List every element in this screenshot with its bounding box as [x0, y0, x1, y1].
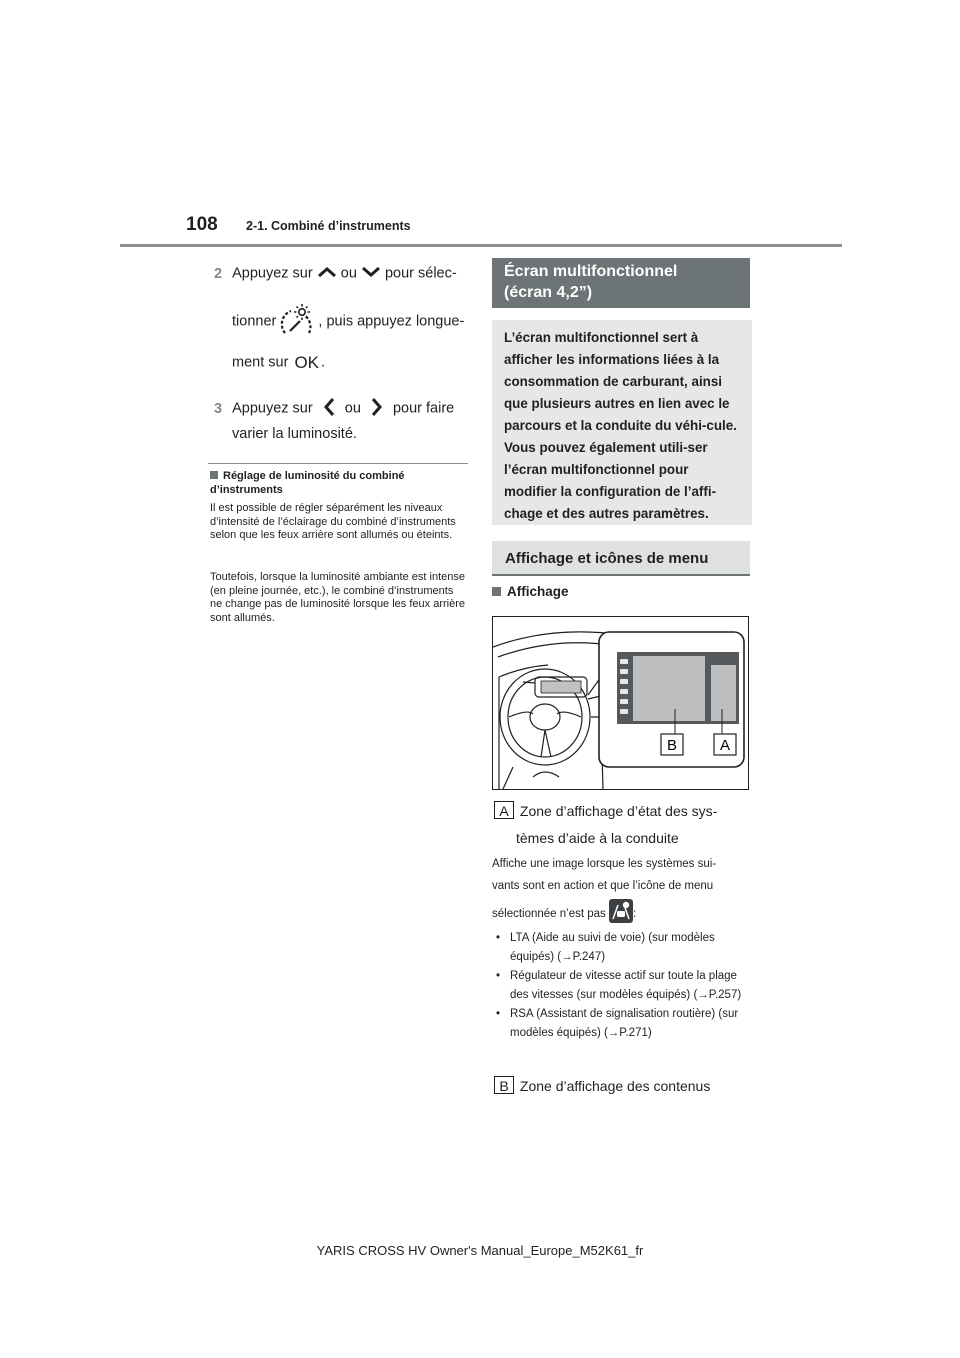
- chevron-right-icon: [371, 397, 383, 421]
- list-item: • LTA (Aide au suivi de voie) (sur modèles équipés) (→P.247): [492, 929, 754, 967]
- zone-a-desc-2: vants sont en action et que l’icône de menu: [492, 880, 714, 892]
- list-item: • RSA (Assistant de signalisation routière) (sur modèles équipés) (→P.271): [492, 1005, 754, 1043]
- step-3-number: 3: [214, 400, 223, 417]
- header-divider: [120, 244, 842, 247]
- zone-a-system-list: [492, 929, 754, 1043]
- zone-a-desc-3: sélectionnée n’est pas :: [492, 899, 754, 929]
- footer-manual-id: YARIS CROSS HV Owner's Manual_Europe_M52K61_fr: [316, 1243, 644, 1258]
- page-number: 108: [186, 214, 218, 235]
- note-divider: [208, 463, 468, 464]
- zone-b-badge: B: [494, 1076, 514, 1094]
- zone-a-desc-1: Affiche une image lorsque les systèmes sui-: [492, 858, 717, 870]
- instrument-brightness-icon: [280, 303, 314, 341]
- chevron-left-icon: [323, 397, 335, 421]
- section-summary: L’écran multifonctionnel sert à afficher les informations liées à la consommation de carburant, ainsi que plusieurs autres en lien avec le parcours et la conduite du véhi-cule. Vous pouvez également utili-ser l’écran multifonctionnel pour modifier la configuration de l’affi-chage et des autres paramètres.: [492, 320, 752, 525]
- chapter-title: 2-1. Combiné d’instruments: [246, 219, 411, 233]
- chevron-up-icon: [317, 266, 337, 282]
- list-item: • Régulateur de vitesse actif sur toute la plage des vitesses (sur modèles équipés) (→P.257): [492, 967, 754, 1005]
- chevron-down-icon: [361, 266, 381, 282]
- step-2-line-1: 2 Appuyez sur ou pour sélec-: [214, 265, 457, 282]
- square-bullet-icon: [492, 587, 501, 596]
- zone-a-title: A Zone d’affichage d’état des sys-: [494, 801, 717, 819]
- note-paragraph-2: Toutefois, lorsque la luminosité ambiante est intense (en pleine journée, etc.), le combiné d’instruments ne change pas de luminosité lorsque les feux arrière sont allumés.: [210, 571, 465, 624]
- step-3-line-1: 3 Appuyez sur ou pour faire: [214, 397, 454, 421]
- driving-assist-menu-icon: [609, 899, 633, 929]
- section-title: Écran multifonctionnel (écran 4,2”): [492, 258, 750, 308]
- step-2-number: 2: [214, 265, 223, 282]
- step-3-line-2: varier la luminosité.: [232, 426, 357, 442]
- figure-label-b: B: [666, 737, 678, 754]
- display-heading: Affichage: [492, 584, 569, 599]
- square-bullet-icon: [210, 471, 218, 479]
- figure-label-a: A: [719, 737, 731, 754]
- zone-b-title: B Zone d’affichage des contenus: [494, 1076, 710, 1094]
- step-2-line-3: ment sur OK .: [232, 353, 326, 372]
- step-2-line-2: tionner , puis appuyez longue-: [232, 303, 464, 341]
- zone-a-title-cont: tèmes d’aide à la conduite: [516, 830, 679, 846]
- dashboard-drawing: [493, 617, 748, 789]
- note-paragraph-1: Il est possible de régler séparément les niveaux d’intensité de l’éclairage du combiné d’instruments selon que les feux arrière sont allumés ou éteints.: [210, 502, 456, 541]
- subsection-title: Affichage et icônes de menu: [492, 541, 750, 576]
- zone-a-badge: A: [494, 801, 514, 819]
- ok-button-glyph: OK: [294, 353, 320, 372]
- dashboard-illustration: [492, 616, 749, 790]
- note-title: Réglage de luminosité du combiné d’instruments: [210, 470, 405, 496]
